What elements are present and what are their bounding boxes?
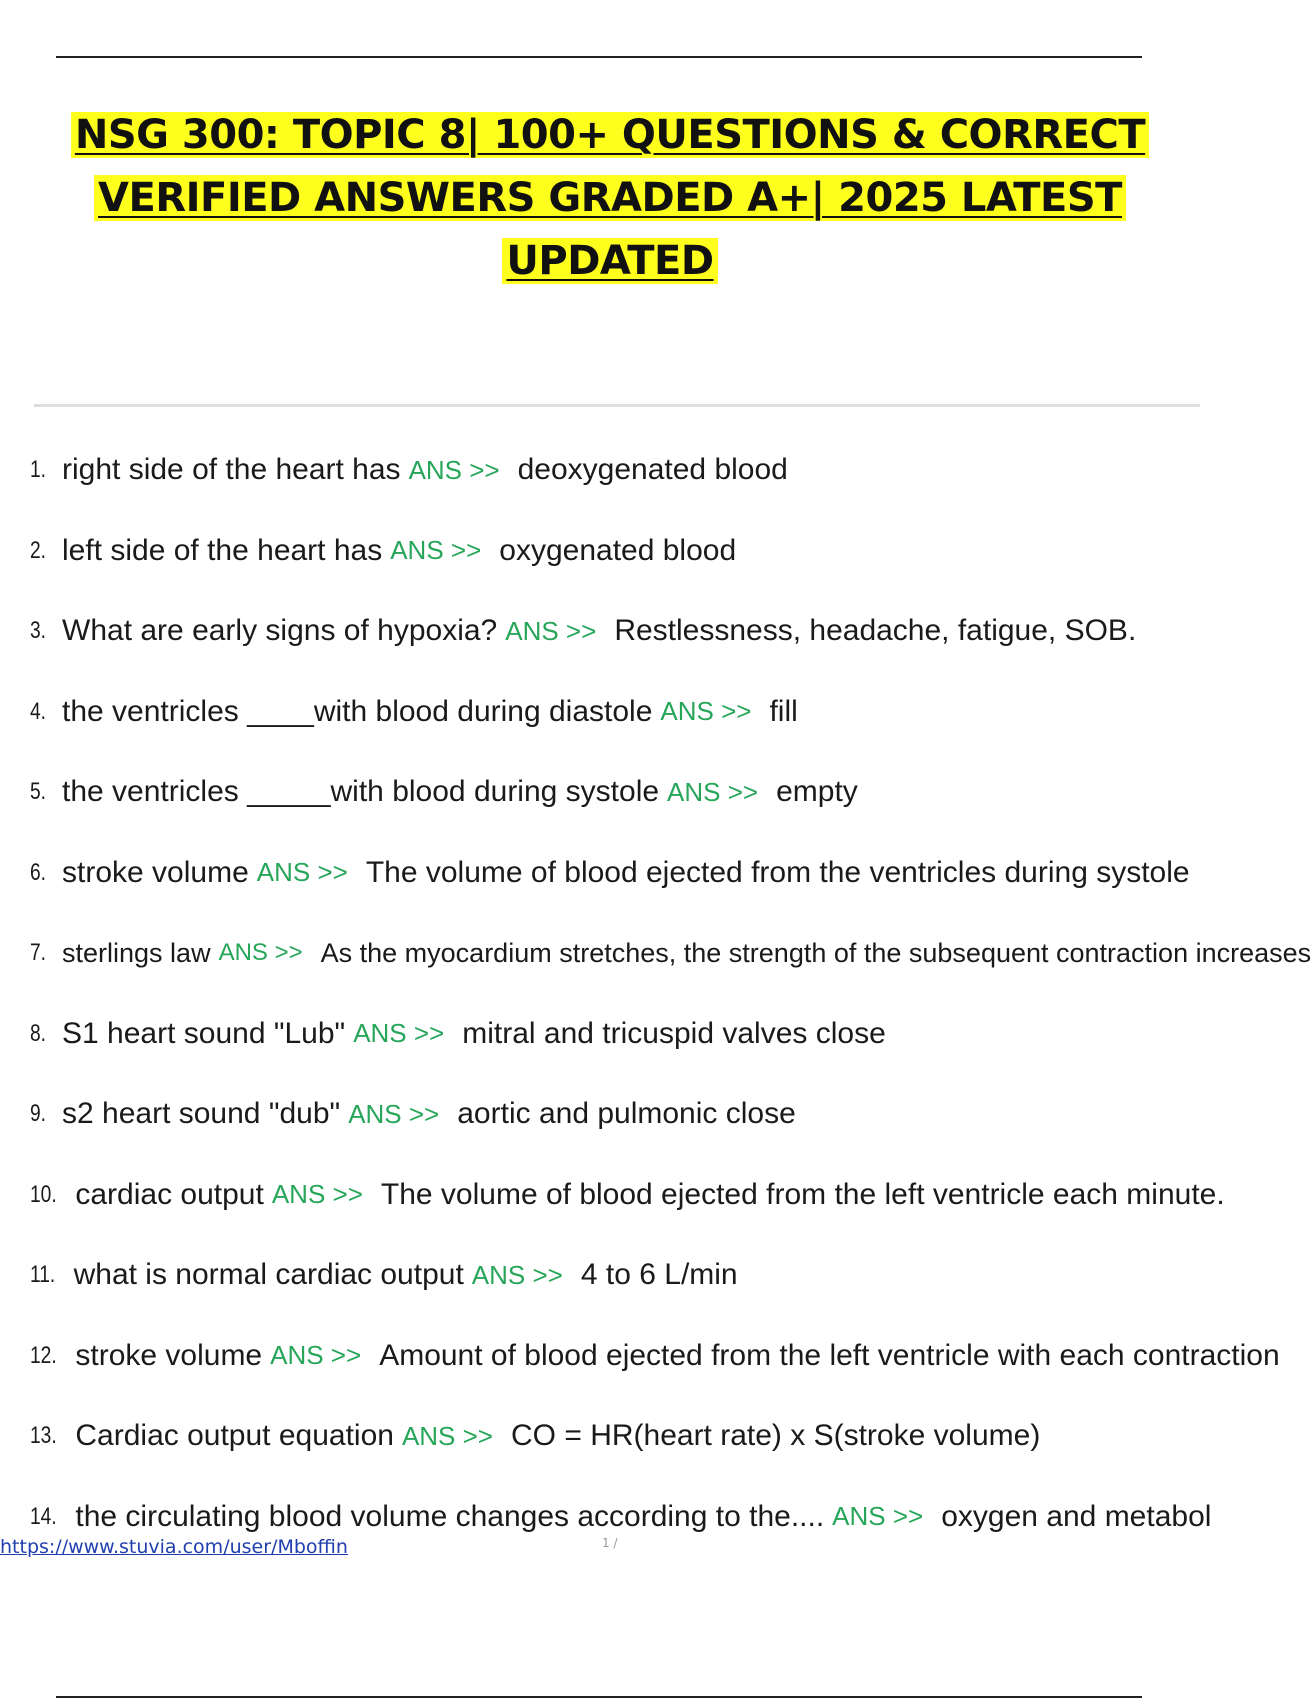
question-number: 6. <box>30 858 47 886</box>
answer-marker: ANS >> <box>660 696 752 727</box>
question-number: 14. <box>30 1502 57 1530</box>
question-item <box>0 511 1200 592</box>
question-number: 5. <box>30 778 47 806</box>
answer-marker: ANS >> <box>353 1018 445 1049</box>
answer-text: mitral and tricuspid valves close <box>462 1016 886 1050</box>
answer-marker: ANS >> <box>471 1259 563 1290</box>
source-link[interactable]: https://www.stuvia.com/user/Mboffin <box>0 1536 348 1558</box>
answer-text: 4 to 6 L/min <box>580 1258 738 1292</box>
answer-marker: ANS >> <box>271 1179 363 1210</box>
question-text: stroke volume <box>75 1338 263 1372</box>
answer-marker: ANS >> <box>348 1098 440 1129</box>
question-number: 1. <box>30 456 47 484</box>
question-text: left side of the heart has <box>62 533 383 567</box>
answer-text: deoxygenated blood <box>517 453 788 487</box>
bottom-rule <box>56 1696 1142 1698</box>
question-item <box>0 1074 1200 1155</box>
question-item <box>0 1396 1200 1477</box>
question-item <box>0 833 1200 914</box>
question-item <box>0 1155 1225 1236</box>
answer-marker: ANS >> <box>218 939 303 967</box>
question-text: the ventricles ____with blood during diastole <box>62 694 653 728</box>
question-text: what is normal cardiac output <box>73 1258 464 1292</box>
answer-text: fill <box>769 694 798 728</box>
answer-text: aortic and pulmonic close <box>457 1097 796 1131</box>
top-rule <box>56 56 1142 58</box>
answer-text: The volume of blood ejected from the left ventricle each minute. <box>380 1177 1225 1211</box>
title-line-3: UPDATED <box>502 238 717 284</box>
title-line-1: NSG 300: TOPIC 8| 100+ QUESTIONS & CORRECT <box>71 112 1149 158</box>
question-item <box>0 1316 1280 1397</box>
answer-marker: ANS >> <box>401 1420 493 1451</box>
answer-marker: ANS >> <box>408 454 500 485</box>
question-number: 8. <box>30 1019 47 1047</box>
question-number: 10. <box>30 1180 57 1208</box>
question-number: 9. <box>30 1100 47 1128</box>
question-item <box>0 994 1200 1075</box>
question-item <box>0 591 1200 672</box>
document-title <box>60 104 1160 293</box>
question-number: 2. <box>30 536 47 564</box>
section-separator <box>34 404 1200 407</box>
answer-text: The volume of blood ejected from the ventricles during systole <box>365 855 1190 889</box>
answer-text: oxygenated blood <box>499 533 737 567</box>
question-text: stroke volume <box>62 855 249 889</box>
question-text: s2 heart sound "dub" <box>62 1097 341 1131</box>
answer-marker: ANS >> <box>667 776 759 807</box>
answer-text: CO = HR(heart rate) x S(stroke volume) <box>511 1419 1041 1453</box>
question-item <box>0 752 1200 833</box>
question-number: 4. <box>30 697 47 725</box>
answer-marker: ANS >> <box>270 1340 362 1371</box>
question-text: S1 heart sound "Lub" <box>62 1016 346 1050</box>
question-number: 13. <box>30 1422 57 1450</box>
title-line-2: VERIFIED ANSWERS GRADED A+| 2025 LATEST <box>94 175 1126 221</box>
question-item <box>0 672 1200 753</box>
answer-text: empty <box>776 775 858 809</box>
question-number: 3. <box>30 617 47 645</box>
question-item <box>0 1235 1200 1316</box>
answer-marker: ANS >> <box>505 615 597 646</box>
answer-text: Amount of blood ejected from the left ventricle with each contraction <box>379 1338 1280 1372</box>
question-text: sterlings law <box>62 937 211 968</box>
question-text: the circulating blood volume changes according to the.... <box>75 1499 825 1533</box>
question-text: cardiac output <box>75 1177 264 1211</box>
answer-text: oxygen and metabol <box>941 1499 1212 1533</box>
question-number: 12. <box>30 1341 57 1369</box>
page-number: 1 / <box>602 1536 618 1550</box>
question-item <box>0 430 1200 511</box>
question-number: 11. <box>30 1261 56 1289</box>
question-text: right side of the heart has <box>62 453 401 487</box>
answer-marker: ANS >> <box>256 857 348 888</box>
question-number: 7. <box>30 939 47 967</box>
question-text: the ventricles _____with blood during systole <box>62 775 660 809</box>
answer-text: Restlessness, headache, fatigue, SOB. <box>614 614 1137 648</box>
answer-text: As the myocardium stretches, the strength of the subsequent contraction increases <box>320 937 1311 968</box>
question-item <box>0 913 1311 994</box>
question-text: Cardiac output equation <box>75 1419 394 1453</box>
answer-marker: ANS >> <box>390 535 482 566</box>
question-text: What are early signs of hypoxia? <box>62 614 498 648</box>
question-list <box>0 430 1311 1557</box>
answer-marker: ANS >> <box>832 1501 924 1532</box>
